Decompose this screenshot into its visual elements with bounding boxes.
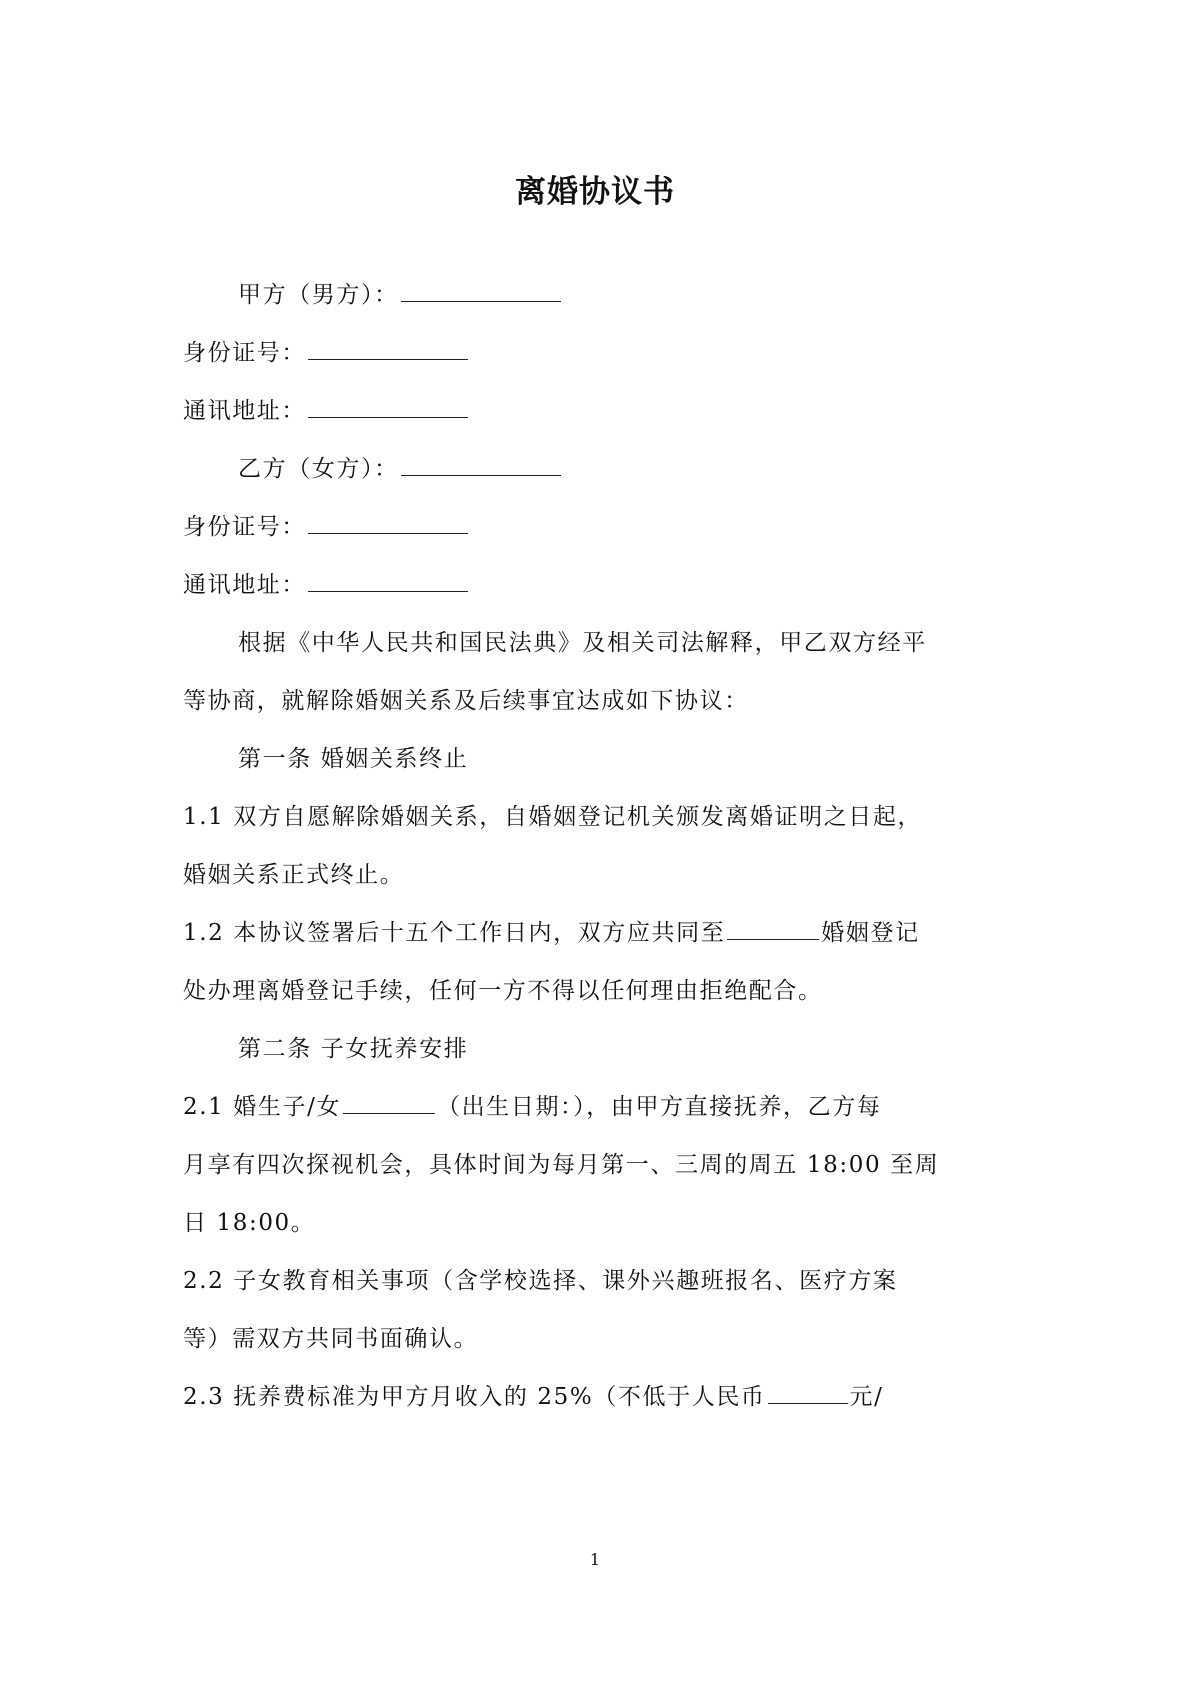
party-a-address-label: 通讯地址： <box>183 398 306 424</box>
clause-1-2-line-1 <box>183 913 920 953</box>
article-1-heading: 第一条 婚姻关系终止 <box>238 746 469 772</box>
party-b-address-row <box>183 565 470 605</box>
party-a-id-row <box>183 333 470 373</box>
page-number: 1 <box>589 1550 601 1569</box>
party-b-address-label: 通讯地址： <box>183 572 306 598</box>
party-b-label: 乙方（女方）： <box>238 456 399 482</box>
party-b-id-label: 身份证号： <box>183 514 306 540</box>
party-b-name-blank[interactable] <box>401 449 561 476</box>
party-b-id-row <box>183 507 470 547</box>
clause-2-3-line-1 <box>183 1377 883 1417</box>
party-b-address-blank[interactable] <box>308 565 468 592</box>
clause-2-1-line-1 <box>183 1087 881 1127</box>
clause-1-2-line-2: 处办理离婚登记手续，任何一方不得以任何理由拒绝配合。 <box>183 978 823 1004</box>
party-a-id-label: 身份证号： <box>183 340 306 366</box>
party-a-label: 甲方（男方）： <box>238 282 399 308</box>
clause-2-3-text-a: 2.3 抚养费标准为甲方月收入的 25%（不低于人民币 <box>183 1384 766 1410</box>
party-b-id-blank[interactable] <box>308 507 468 534</box>
clause-2-1-line-3: 日 18:00。 <box>183 1210 316 1236</box>
registry-office-blank[interactable] <box>727 913 819 940</box>
intro-line-1: 根据《中华人民共和国民法典》及相关司法解释，甲乙双方经平 <box>238 630 927 656</box>
clause-2-3-text-b: 元/ <box>849 1384 884 1410</box>
party-b-row <box>238 449 563 489</box>
clause-2-1-text-a: 2.1 婚生子/女 <box>183 1094 342 1120</box>
child-name-blank[interactable] <box>343 1087 435 1114</box>
child-support-amount-blank[interactable] <box>768 1377 848 1404</box>
party-a-address-row <box>183 391 470 431</box>
party-a-id-blank[interactable] <box>308 333 468 360</box>
clause-2-1-text-b: （出生日期：），由甲方直接抚养，乙方每 <box>437 1094 882 1120</box>
clause-1-2-text-a: 1.2 本协议签署后十五个工作日内，双方应共同至 <box>183 920 726 946</box>
party-a-name-blank[interactable] <box>401 275 561 302</box>
party-a-row <box>238 275 563 315</box>
article-2-heading: 第二条 子女抚养安排 <box>238 1036 469 1062</box>
clause-1-2-text-b: 婚姻登记 <box>821 920 920 946</box>
document-title: 离婚协议书 <box>515 174 675 210</box>
party-a-address-blank[interactable] <box>308 391 468 418</box>
intro-line-2: 等协商，就解除婚姻关系及后续事宜达成如下协议： <box>183 688 749 714</box>
clause-1-1-line-1: 1.1 双方自愿解除婚姻关系，自婚姻登记机关颁发离婚证明之日起， <box>183 804 923 830</box>
clause-2-1-line-2: 月享有四次探视机会，具体时间为每月第一、三周的周五 18:00 至周 <box>183 1152 940 1178</box>
clause-2-2-line-1: 2.2 子女教育相关事项（含学校选择、课外兴趣班报名、医疗方案 <box>183 1268 898 1294</box>
clause-1-1-line-2: 婚姻关系正式终止。 <box>183 862 405 888</box>
clause-2-2-line-2: 等）需双方共同书面确认。 <box>183 1326 479 1352</box>
